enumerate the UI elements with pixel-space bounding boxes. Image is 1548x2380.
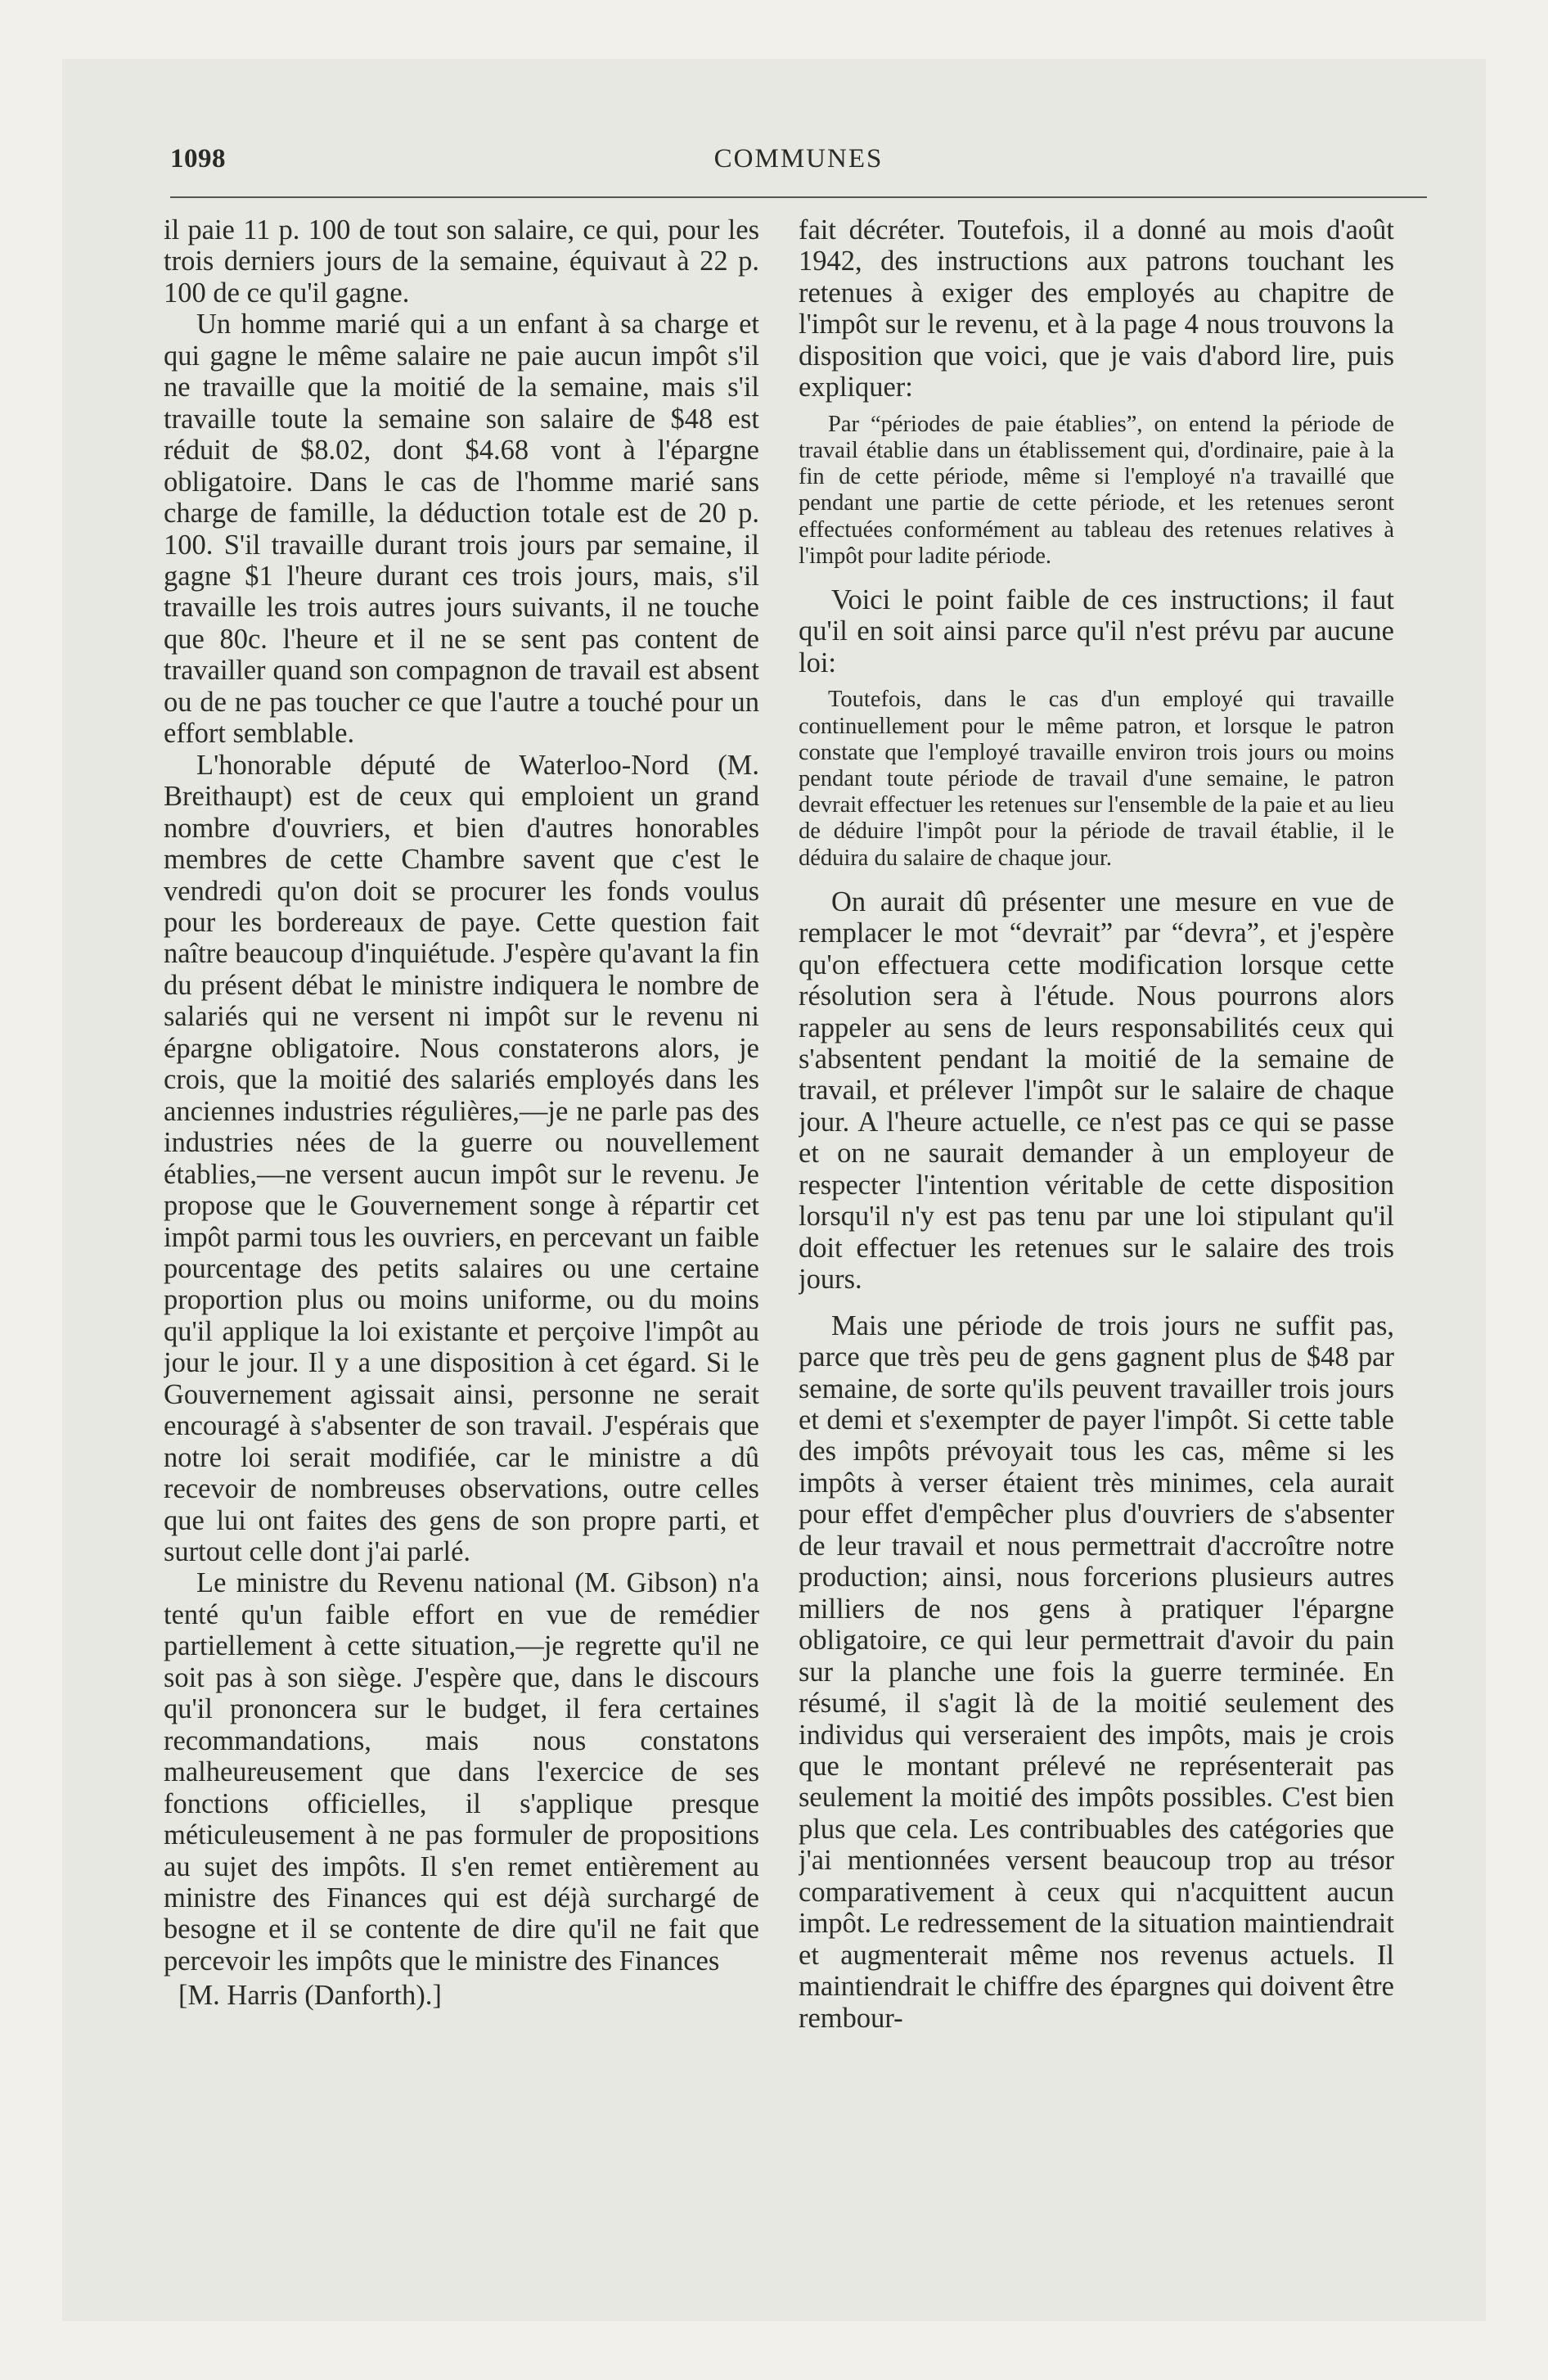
paragraph: il paie 11 p. 100 de tout son salaire, ce qui, pour les trois derniers jours de la semaine, équivaut à 22 p. 100 de ce qu'il gagne. (164, 214, 759, 309)
speaker-attribution: [M. Harris (Danforth).] (178, 1980, 442, 2012)
page-number: 1098 (170, 144, 226, 174)
running-head: COMMUNES (713, 144, 884, 174)
block-quote (799, 412, 1394, 570)
paragraph: Mais une période de trois jours ne suffit pas, parce que très peu de gens gagnent plus de $48 par semaine, de sorte qu'ils peuvent travailler trois jours et demi et s'exempter de payer l'impôt. Si cette table des impôts prévoyait tous les cas, même si les impôts à verser étaient très minimes, cela aurait pour effet d'empêcher plus d'ouvriers de s'absenter de leur travail et nous permettrait d'accroître notre production; ainsi, nous forcerions plusieurs autres milliers de nos gens à pratiquer l'épargne obligatoire, ce qui leur permettrait d'avoir du pain sur la planche une fois la guerre terminée. En résumé, il s'agit là de la moitié seulement des individus qui verseraient des impôts, mais je crois que le montant prélevé ne représenterait pas seulement la moitié des impôts possibles. C'est bien plus que cela. Les contribuables des catégories que j'ai mentionnées versent beaucoup trop au trésor comparativement à ceux qui n'acquittent aucun impôt. Le redressement de la situation maintiendrait et augmenterait même nos revenus actuels. Il maintiendrait le chiffre des épargnes qui doivent être rembour- (799, 1309, 1394, 2034)
header-rule (170, 196, 1427, 198)
paragraph: Voici le point faible de ces instructions; il faut qu'il en soit ainsi parce qu'il n'est prévu par aucune loi: (799, 584, 1394, 678)
right-column (799, 214, 1394, 2310)
paragraph: On aurait dû présenter une mesure en vue de remplacer le mot “devrait” par “devra”, et j'espère qu'on effectuera cette modification lorsque cette résolution sera à l'étude. Nous pourrons alors rappeler au sens de leurs responsabilités ceux qui s'absentent pendant la moitié de la semaine de travail, et prélever l'impôt sur le salaire de chaque jour. A l'heure actuelle, ce n'est pas ce qui se passe et on ne saurait demander à un employeur de respecter l'intention véritable de cette disposition lorsqu'il n'y est pas tenu par une loi stipulant qu'il doit effectuer les retenues sur le salaire des trois jours. (799, 886, 1394, 1296)
paragraph: Le ministre du Revenu national (M. Gibson) n'a tenté qu'un faible effort en vue de remédier partiellement à cette situation,—je regrette qu'il ne soit pas à son siège. J'espère que, dans le discours qu'il prononcera sur le budget, il fera certaines recommandations, mais nous constatons malheureusement que dans l'exercice de ses fonctions officielles, il s'applique presque méticuleusement à ne pas formuler de propositions au sujet des impôts. Il s'en remet entièrement au ministre des Finances qui est déjà surchargé de besogne et il se contente de dire qu'il ne fait que percevoir les impôts que le ministre des Finances (164, 1567, 759, 1977)
block-quote (799, 687, 1394, 871)
paragraph: fait décréter. Toutefois, il a donné au mois d'août 1942, des instructions aux patrons touchant les retenues à exiger des employés au chapitre de l'impôt sur le revenu, et à la page 4 nous trouvons la disposition que voici, que je vais d'abord lire, puis expliquer: (799, 214, 1394, 403)
paragraph: Un homme marié qui a un enfant à sa charge et qui gagne le même salaire ne paie aucun impôt s'il ne travaille que la moitié de la semaine, mais s'il travaille toute la semaine son salaire de $48 est réduit de $8.02, dont $4.68 vont à l'épargne obligatoire. Dans le cas de l'homme marié sans charge de famille, la déduction totale est de 20 p. 100. S'il travaille durant trois jours par semaine, il gagne $1 l'heure durant ces trois jours, mais, s'il travaille les trois autres jours suivants, il ne touche que 80c. l'heure et il ne se sent pas content de travailler quand son compagnon de travail est absent ou de ne pas toucher ce que l'autre a touché pour un effort semblable. (164, 309, 759, 750)
page-header (170, 144, 1427, 185)
paragraph: L'honorable député de Waterloo-Nord (M. Breithaupt) est de ceux qui emploient un grand nombre d'ouvriers, et bien d'autres honorables membres de cette Chambre savent que c'est le vendredi qu'on doit se procurer les fonds voulus pour les bordereaux de paye. Cette question fait naître beaucoup d'inquiétude. J'espère qu'avant la fin du présent débat le ministre indiquera le nombre de salariés qui ne versent ni impôt sur le revenu ni épargne obligatoire. Nous constaterons alors, je crois, que la moitié des salariés employés dans les anciennes industries régulières,—je ne parle pas des industries nées de la guerre ou nouvellement établies,—ne versent aucun impôt sur le revenu. Je propose que le Gouvernement songe à répartir cet impôt parmi tous les ouvriers, en percevant un faible pourcentage des petits salaires ou une certaine proportion plus ou moins uniforme, ou du moins qu'il applique la loi existante et perçoive l'impôt au jour le jour. Il y a une disposition à cet égard. Si le Gouvernement agissait ainsi, personne ne serait encouragé à s'absenter de son travail. J'espérais que notre loi serait modifiée, car le ministre a dû recevoir de nombreuses observations, outre celles que lui ont faites des gens de son propre parti, et surtout celle dont j'ai parlé. (164, 749, 759, 1568)
left-column (164, 214, 759, 2310)
quote-paragraph: Toutefois, dans le cas d'un employé qui travaille continuellement pour le même patron, et lorsque le patron constate que l'employé travaille environ trois jours ou moins pendant toute période de travail d'une semaine, le patron devrait effectuer les retenues sur l'ensemble de la paie et au lieu de déduire l'impôt pour la période de travail établie, il le déduira du salaire de chaque jour. (799, 687, 1394, 871)
quote-paragraph: Par “périodes de paie établies”, on entend la période de travail établie dans un établissement qui, d'ordinaire, paie à la fin de cette période, même si l'employé n'a travaillé que pendant une partie de cette période, et les retenues seront effectuées conformément au tableau des retenues relatives à l'impôt pour ladite période. (799, 411, 1394, 569)
